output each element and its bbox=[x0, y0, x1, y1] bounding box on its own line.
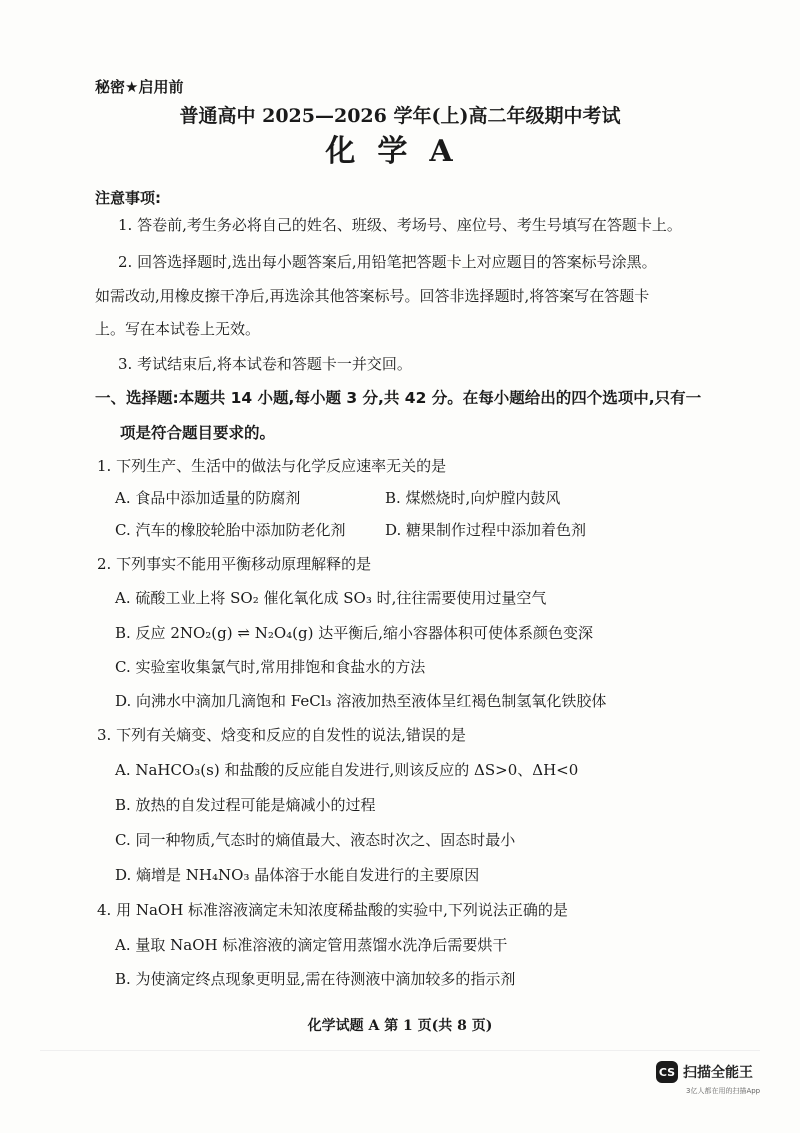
question-2-option-b: B. 反应 2NO₂(g) ⇌ N₂O₄(g) 达平衡后,缩小容器体积可使体系颜色变深 bbox=[115, 624, 594, 642]
question-2-option-d: D. 向沸水中滴加几滴饱和 FeCl₃ 溶液加热至液体呈红褐色制氢氧化铁胶体 bbox=[115, 692, 607, 710]
question-2-option-c: C. 实验室收集氯气时,常用排饱和食盐水的方法 bbox=[115, 658, 426, 676]
question-1-stem: 1. 下列生产、生活中的做法与化学反应速率无关的是 bbox=[97, 457, 447, 475]
exam-title: 普通高中 2025—2026 学年(上)高二年级期中考试 bbox=[179, 105, 621, 127]
question-3-option-d: D. 熵增是 NH₄NO₃ 晶体溶于水能自发进行的主要原因 bbox=[115, 866, 480, 884]
notice-heading: 注意事项: bbox=[95, 189, 161, 207]
notice-item-2-line-1: 2. 回答选择题时,选出每小题答案后,用铅笔把答题卡上对应题目的答案标号涂黑。 bbox=[118, 253, 657, 271]
question-1-option-c: C. 汽车的橡胶轮胎中添加防老化剂 bbox=[115, 521, 346, 539]
question-3-option-a: A. NaHCO₃(s) 和盐酸的反应能自发进行,则该反应的 ΔS>0、ΔH<0 bbox=[115, 761, 579, 779]
question-4-option-b: B. 为使滴定终点现象更明显,需在待测液中滴加较多的指示剂 bbox=[115, 970, 516, 988]
question-1-option-a: A. 食品中添加适量的防腐剂 bbox=[115, 489, 301, 507]
camscanner-icon: CS bbox=[656, 1061, 678, 1083]
question-1-option-d: D. 糖果制作过程中添加着色剂 bbox=[385, 521, 587, 539]
section-heading-line-1: 一、选择题:本题共 14 小题,每小题 3 分,共 42 分。在每小题给出的四个选项中,只有一 bbox=[95, 389, 702, 407]
question-2-option-a: A. 硫酸工业上将 SO₂ 催化氧化成 SO₃ 时,往往需要使用过量空气 bbox=[115, 589, 547, 607]
question-4-option-a: A. 量取 NaOH 标准溶液的滴定管用蒸馏水洗净后需要烘干 bbox=[115, 936, 508, 954]
page-footer: 化学试题 A 第 1 页(共 8 页) bbox=[307, 1018, 493, 1034]
notice-item-1: 1. 答卷前,考生务必将自己的姓名、班级、考场号、座位号、考生号填写在答题卡上。 bbox=[118, 216, 682, 234]
notice-item-3: 3. 考试结束后,将本试卷和答题卡一并交回。 bbox=[118, 355, 412, 373]
notice-item-2-line-2: 如需改动,用橡皮擦干净后,再选涂其他答案标号。回答非选择题时,将答案写在答题卡 bbox=[95, 287, 650, 305]
scanner-app-name: 扫描全能王 bbox=[683, 1065, 753, 1081]
question-3-option-c: C. 同一种物质,气态时的熵值最大、液态时次之、固态时最小 bbox=[115, 831, 516, 849]
question-3-option-b: B. 放热的自发过程可能是熵减小的过程 bbox=[115, 796, 376, 814]
secret-label: 秘密★启用前 bbox=[95, 78, 184, 96]
scanner-watermark bbox=[656, 1061, 753, 1083]
question-3-stem: 3. 下列有关熵变、焓变和反应的自发性的说法,错误的是 bbox=[97, 726, 466, 744]
subject-title: 化学A bbox=[325, 134, 475, 169]
notice-item-2-line-3: 上。写在本试卷上无效。 bbox=[95, 320, 261, 338]
scan-edge-divider bbox=[40, 1050, 760, 1051]
section-heading-line-2: 项是符合题目要求的。 bbox=[120, 424, 276, 442]
question-4-stem: 4. 用 NaOH 标准溶液滴定未知浓度稀盐酸的实验中,下列说法正确的是 bbox=[97, 901, 568, 919]
question-1-option-b: B. 煤燃烧时,向炉膛内鼓风 bbox=[385, 489, 561, 507]
scanner-tagline: 3亿人都在用的扫描App bbox=[686, 1087, 761, 1095]
question-2-stem: 2. 下列事实不能用平衡移动原理解释的是 bbox=[97, 555, 372, 573]
